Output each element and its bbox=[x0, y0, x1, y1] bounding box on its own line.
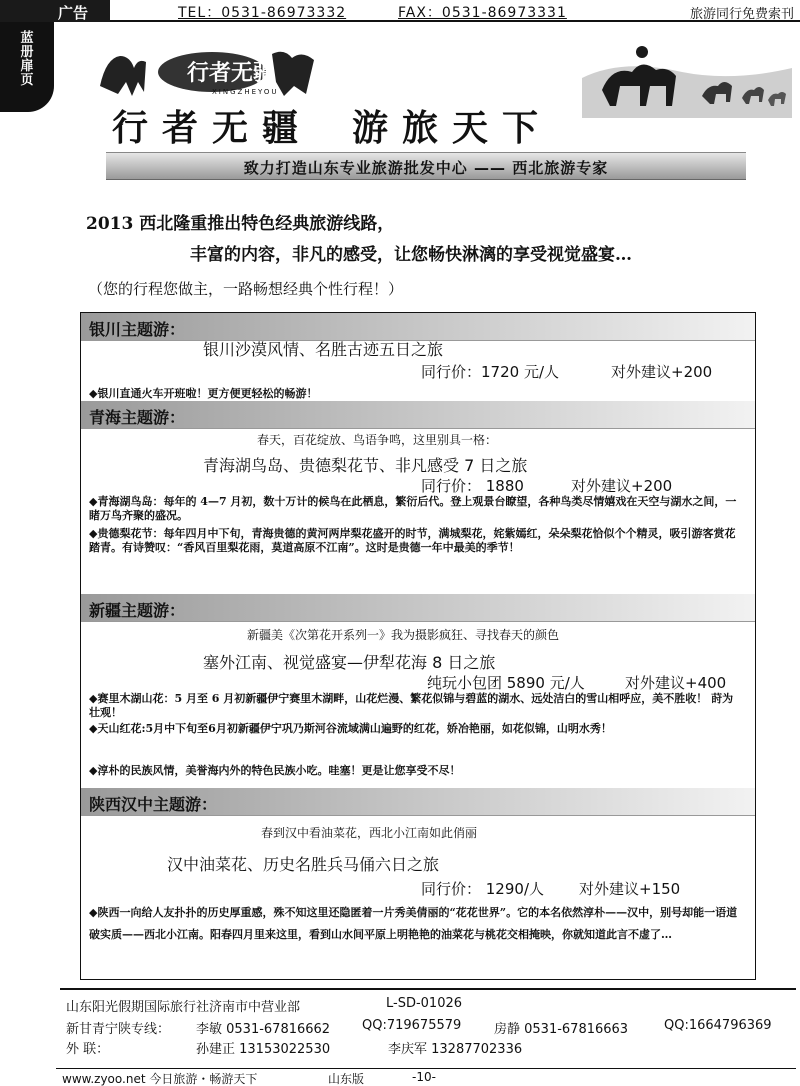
note: ◆青海湖鸟岛：每年的 4—7 月初，数十万计的候鸟在此栖息，繁衍后代。登上观景台瞭望，各种鸟类尽情嬉戏在天空与湖水之间，一睹万鸟齐聚的盛况。 bbox=[89, 495, 737, 522]
top-bar bbox=[0, 0, 800, 22]
section-shaanxi-hanzhong bbox=[81, 788, 755, 978]
contact-qq-2: QQ:1664796369 bbox=[664, 1018, 772, 1033]
intro-line-2: 丰富的内容，非凡的感受，让您畅快淋漓的享受视觉盛宴… bbox=[190, 245, 632, 265]
contact-qq-1: QQ:719675579 bbox=[362, 1018, 462, 1033]
note: ◆贵德梨花节：每年四月中下旬，青海贵德的黄河两岸梨花盛开的时节，满城梨花，姹紫嫣红，朵朵梨花恰似个个精灵，吸引游客赏花踏青。有诗赞叹：“香风百里梨花雨，莫道高原不江南”。这时是贵德一年中最美的季节！ bbox=[89, 527, 736, 554]
banner bbox=[62, 30, 794, 149]
external-label: 外 联： bbox=[66, 1042, 110, 1057]
note: ◆赛里木湖山花：5 月至 6 月初新疆伊宁赛里木湖畔，山花烂漫、繁花似锦与碧蓝的湖水、远处洁白的雪山相呼应，美不胜收！ 莳为壮观！ bbox=[89, 692, 734, 719]
suggested-price: 对外建议+150 bbox=[579, 880, 681, 898]
section-qinghai bbox=[81, 401, 755, 591]
contact-phone-3: 孙建正 13153022530 bbox=[196, 1042, 331, 1057]
route-name: 塞外江南、视觉盛宴—伊犁花海 8 日之旅 bbox=[203, 653, 496, 672]
note: ◆淳朴的民族风情，美誉海内外的特色民族小吃。哇塞！更是让您享受不尽！ bbox=[89, 764, 461, 777]
route-name: 青海湖鸟岛、贵德梨花节、非凡感受 7 日之旅 bbox=[203, 456, 528, 475]
ad-tag: 广告 bbox=[0, 0, 110, 22]
side-tab bbox=[0, 22, 54, 112]
contact-phone-2: 房静 0531-67816663 bbox=[494, 1022, 629, 1037]
fax-number: FAX：0531-86973331 bbox=[398, 5, 567, 21]
contact-phone-1: 李敏 0531-67816662 bbox=[196, 1022, 331, 1037]
section-description: 新疆美《次第花开系列一》我为摄影疯狂、寻找春天的颜色 bbox=[247, 628, 560, 642]
brand-logo-icon bbox=[92, 42, 322, 102]
divider bbox=[60, 988, 796, 990]
license-number: L-SD-01026 bbox=[386, 996, 463, 1011]
slogan-left: 行者无疆 bbox=[112, 107, 313, 149]
section-description: 春天，百花绽放、鸟语争鸣，这里别具一格： bbox=[257, 433, 498, 447]
suggested-price: 对外建议+200 bbox=[571, 477, 673, 495]
section-title: 银川主题游： bbox=[89, 320, 186, 339]
section-xinjiang bbox=[81, 594, 755, 784]
slogan-right: 游旅天下 bbox=[352, 107, 553, 149]
peer-price: 纯玩小包团 5890 元/人 bbox=[427, 674, 585, 692]
suggested-price: 对外建议+200 bbox=[611, 363, 713, 381]
note: ◆银川直通火车开班啦！更方便更轻松的畅游！ bbox=[89, 387, 318, 400]
telephone-number: TEL：0531-86973332 bbox=[178, 5, 347, 21]
page-number: -10- bbox=[412, 1070, 436, 1084]
sub-slogan: 致力打造山东专业旅游批发中心 —— 西北旅游专家 bbox=[106, 152, 746, 180]
route-name: 汉中油菜花、历史名胜兵马俑六日之旅 bbox=[167, 855, 440, 874]
peer-price: 同行价：1720 元/人 bbox=[421, 363, 559, 381]
section-yinchuan bbox=[81, 313, 755, 399]
slogan bbox=[112, 100, 752, 148]
intro-line-3: （您的行程您做主，一路畅想经典个性行程！） bbox=[88, 280, 404, 298]
suggested-price: 对外建议+400 bbox=[625, 674, 727, 692]
section-header bbox=[81, 788, 755, 816]
section-header bbox=[81, 594, 755, 622]
logo-subtitle: XINGZHEYOU bbox=[212, 88, 279, 96]
peer-price: 同行价： 1290/人 bbox=[421, 880, 544, 898]
section-title: 青海主题游： bbox=[89, 408, 186, 427]
line-label: 新甘青宁陕专线： bbox=[66, 1022, 171, 1037]
section-title: 陕西汉中主题游： bbox=[89, 795, 218, 814]
catalog-label: 旅游同行免费索刊 bbox=[689, 7, 794, 22]
side-tab-label: 蓝册扉页 bbox=[20, 31, 34, 88]
peer-price: 同行价： 1880 bbox=[421, 477, 524, 495]
intro-line-1: 2013 西北隆重推出特色经典旅游线路， bbox=[86, 214, 395, 234]
footer-edition: 山东版 bbox=[328, 1072, 365, 1086]
contact-phone-4: 李庆军 13287702336 bbox=[388, 1042, 523, 1057]
section-title: 新疆主题游： bbox=[89, 601, 186, 620]
section-header bbox=[81, 401, 755, 429]
company-name: 山东阳光假期国际旅行社济南市中营业部 bbox=[66, 1000, 301, 1015]
note: ◆天山红花:5月中下旬至6月初新疆伊宁巩乃斯河谷流域满山遍野的红花，娇冶艳丽，如花似锦，山明水秀！ bbox=[89, 722, 612, 735]
section-description: 春到汉中看油菜花，西北小江南如此俏丽 bbox=[261, 826, 478, 840]
footer bbox=[56, 1068, 796, 1084]
note: ◆陕西一向给人友扑扑的历史厚重感，殊不知这里还隐匿着一片秀美倩丽的“花花世界”。它的本名依然淳朴——汉中，别号却能一语道破实质——西北小江南。阳春四月里来这里，看到山水间平原上明艳艳的油菜花与桃花交相掩映，你就知道此言不虚了… bbox=[89, 906, 738, 941]
footer-site: www.zyoo.net 今日旅游・畅游天下 bbox=[62, 1072, 258, 1086]
logo-text: 行者无疆 bbox=[187, 60, 276, 86]
route-name: 银川沙漠风情、名胜古迹五日之旅 bbox=[203, 340, 444, 359]
